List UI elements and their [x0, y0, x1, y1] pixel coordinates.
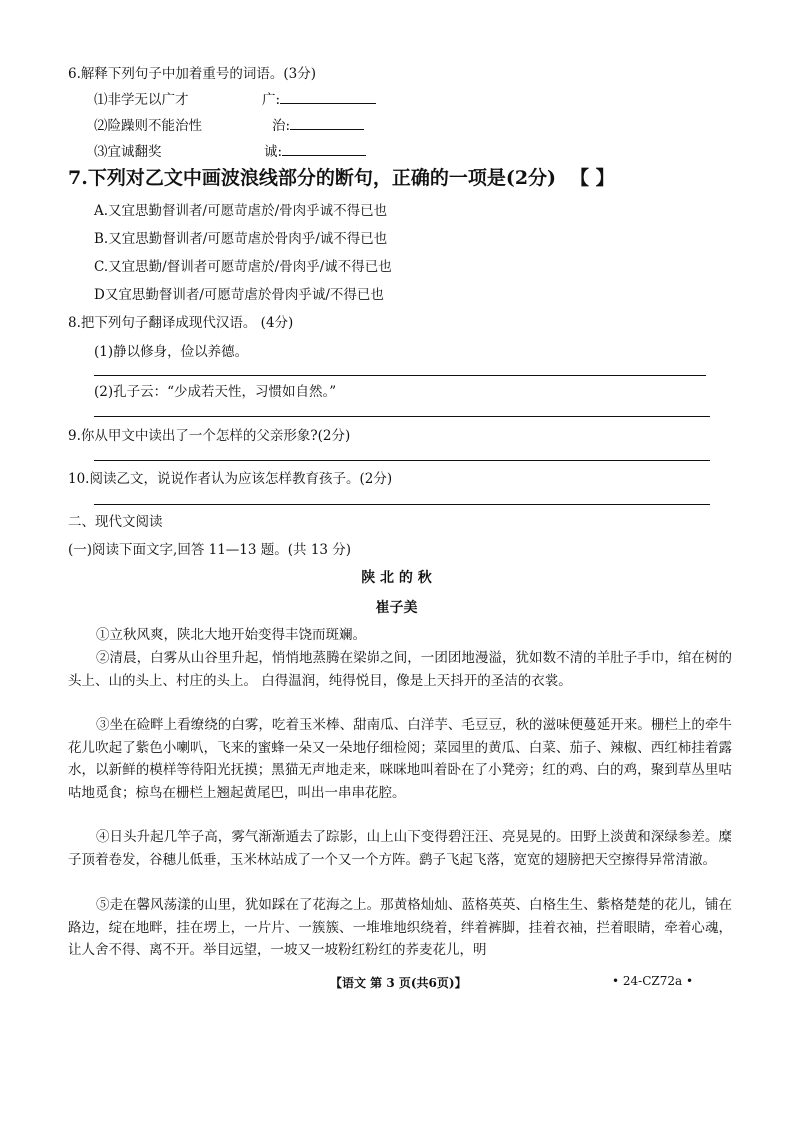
q7-option-c: C.又宜思勤/督训者可愿苛虐於/骨肉乎/诚不得已也 [94, 259, 392, 275]
q7-stem-text: 7.下列对乙文中画波浪线部分的断句，正确的一项是(2分) [68, 167, 557, 189]
reading-1-paragraph-5: ⑤走在馨风荡漾的山里，犹如踩在了花海之上。那黄格灿灿、蓝格英英、白格生生、紫格楚楚的花儿，铺在路边，绽在地畔，挂在塄上，一片片、一簇簇、一堆堆地织绕着，绊着裤脚，挂着衣袖，拦着眼睛，牵着心魂，让人舍不得、离不开。举目远望，一坡又一坡粉红粉红的荞麦花儿，明 [68, 897, 732, 958]
q6-item-3-label: 诚: [264, 144, 283, 160]
footer-code: • 24-CZ72a • [612, 974, 694, 988]
q8-item-2: (2)孔子云：“少成若天性，习惯如自然。” [94, 384, 337, 400]
q6-item-2-label: 治: [272, 118, 291, 134]
reading-1-paragraph-2: ②清晨，白雾从山谷里升起，悄悄地蒸腾在梁峁之间，一团团地漫溢，犹如数不清的羊肚子手巾，绾在树的头上、山的头上、村庄的头上。 白得温润，纯得悦目，像是上天抖开的圣洁的衣裳。 [68, 650, 732, 689]
q7-option-b: B.又宜思勤督训者/可愿苛虐於骨肉乎/诚不得已也 [94, 231, 388, 247]
reading-1-paragraph-3: ③坐在硷畔上看缭绕的白雾，吃着玉米棒、甜南瓜、白洋芋、毛豆豆，秋的滋味便蔓延开来。栅栏上的牵牛花儿吹起了紫色小喇叭，飞来的蜜蜂一朵又一朵地仔细检阅；菜园里的黄瓜、白菜、茄子、辣椒、西红柿挂着露水，以新鲜的模样等待阳光抚摸；黑猫无声地走来，咪咪地叫着卧在了小凳旁；红的鸡、白的鸡，聚到草丛里咕咕地觅食；椋鸟在栅栏上翘起黄尾巴，叫出一串串花腔。 [68, 717, 732, 801]
q8-item-2-answer-line[interactable] [94, 416, 710, 417]
q7-option-d: D又宜思勤督训者/可愿苛虐於骨肉乎诚/不得已也 [94, 287, 384, 303]
q6-item-1-answer [262, 88, 376, 108]
q6-item-1: ⑴非学无以广才 [94, 92, 189, 108]
q9-stem: 9.你从甲文中读出了一个怎样的父亲形象?(2分) [68, 428, 351, 444]
q8-item-1: (1)静以修身，俭以养德。 [94, 344, 249, 360]
q7-stem [68, 163, 615, 190]
reading-1-intro: (一)阅读下面文字,回答 11—13 题。(共 13 分) [68, 542, 352, 558]
reading-1-author: 崔子美 [375, 600, 418, 616]
q9-answer-line[interactable] [94, 460, 710, 461]
reading-1-paragraph-1: ①立秋风爽，陕北大地开始变得丰饶而斑斓。 [96, 627, 366, 643]
q10-stem: 10.阅读乙文，说说作者认为应该怎样教育孩子。(2分) [68, 471, 393, 487]
q8-item-1-answer-line[interactable] [94, 375, 706, 376]
q6-item-2: ⑵险躁则不能治性 [94, 118, 202, 134]
q6-item-3-answer [264, 140, 366, 160]
q6-item-2-blank[interactable] [290, 116, 364, 130]
reading-1-title: 陕 北 的 秋 [361, 570, 432, 586]
q8-stem: 8.把下列句子翻译成现代汉语。 (4分) [68, 315, 294, 331]
q6-item-3: ⑶宜诚翻奖 [94, 144, 162, 160]
reading-1-paragraph-4: ④日头升起几竿子高，雾气渐渐遁去了踪影，山上山下变得碧汪汪、亮晃晃的。田野上淡黄和深绿参差。糜子顶着卷发，谷穗儿低垂，玉米林站成了一个又一个方阵。鹞子飞起飞落，宽宽的翅膀把天空擦得异常清澈。 [68, 829, 732, 868]
q6-item-1-label: 广: [262, 92, 281, 108]
q6-item-2-answer [272, 114, 364, 134]
q10-answer-line[interactable] [94, 504, 710, 505]
q6-stem: 6.解释下列句子中加着重号的词语。(3分) [68, 66, 317, 82]
q7-answer-bracket[interactable]: 【 】 [570, 167, 615, 189]
footer-page-info: 【语文 第 3 页(共6页)】 [330, 976, 467, 990]
q7-option-a: A.又宜思勤督训者/可愿苛虐於/骨肉乎诚不得已也 [94, 203, 388, 219]
section-2-title: 二、现代文阅读 [68, 514, 163, 530]
q6-item-1-blank[interactable] [280, 90, 376, 104]
q6-item-3-blank[interactable] [282, 142, 366, 156]
